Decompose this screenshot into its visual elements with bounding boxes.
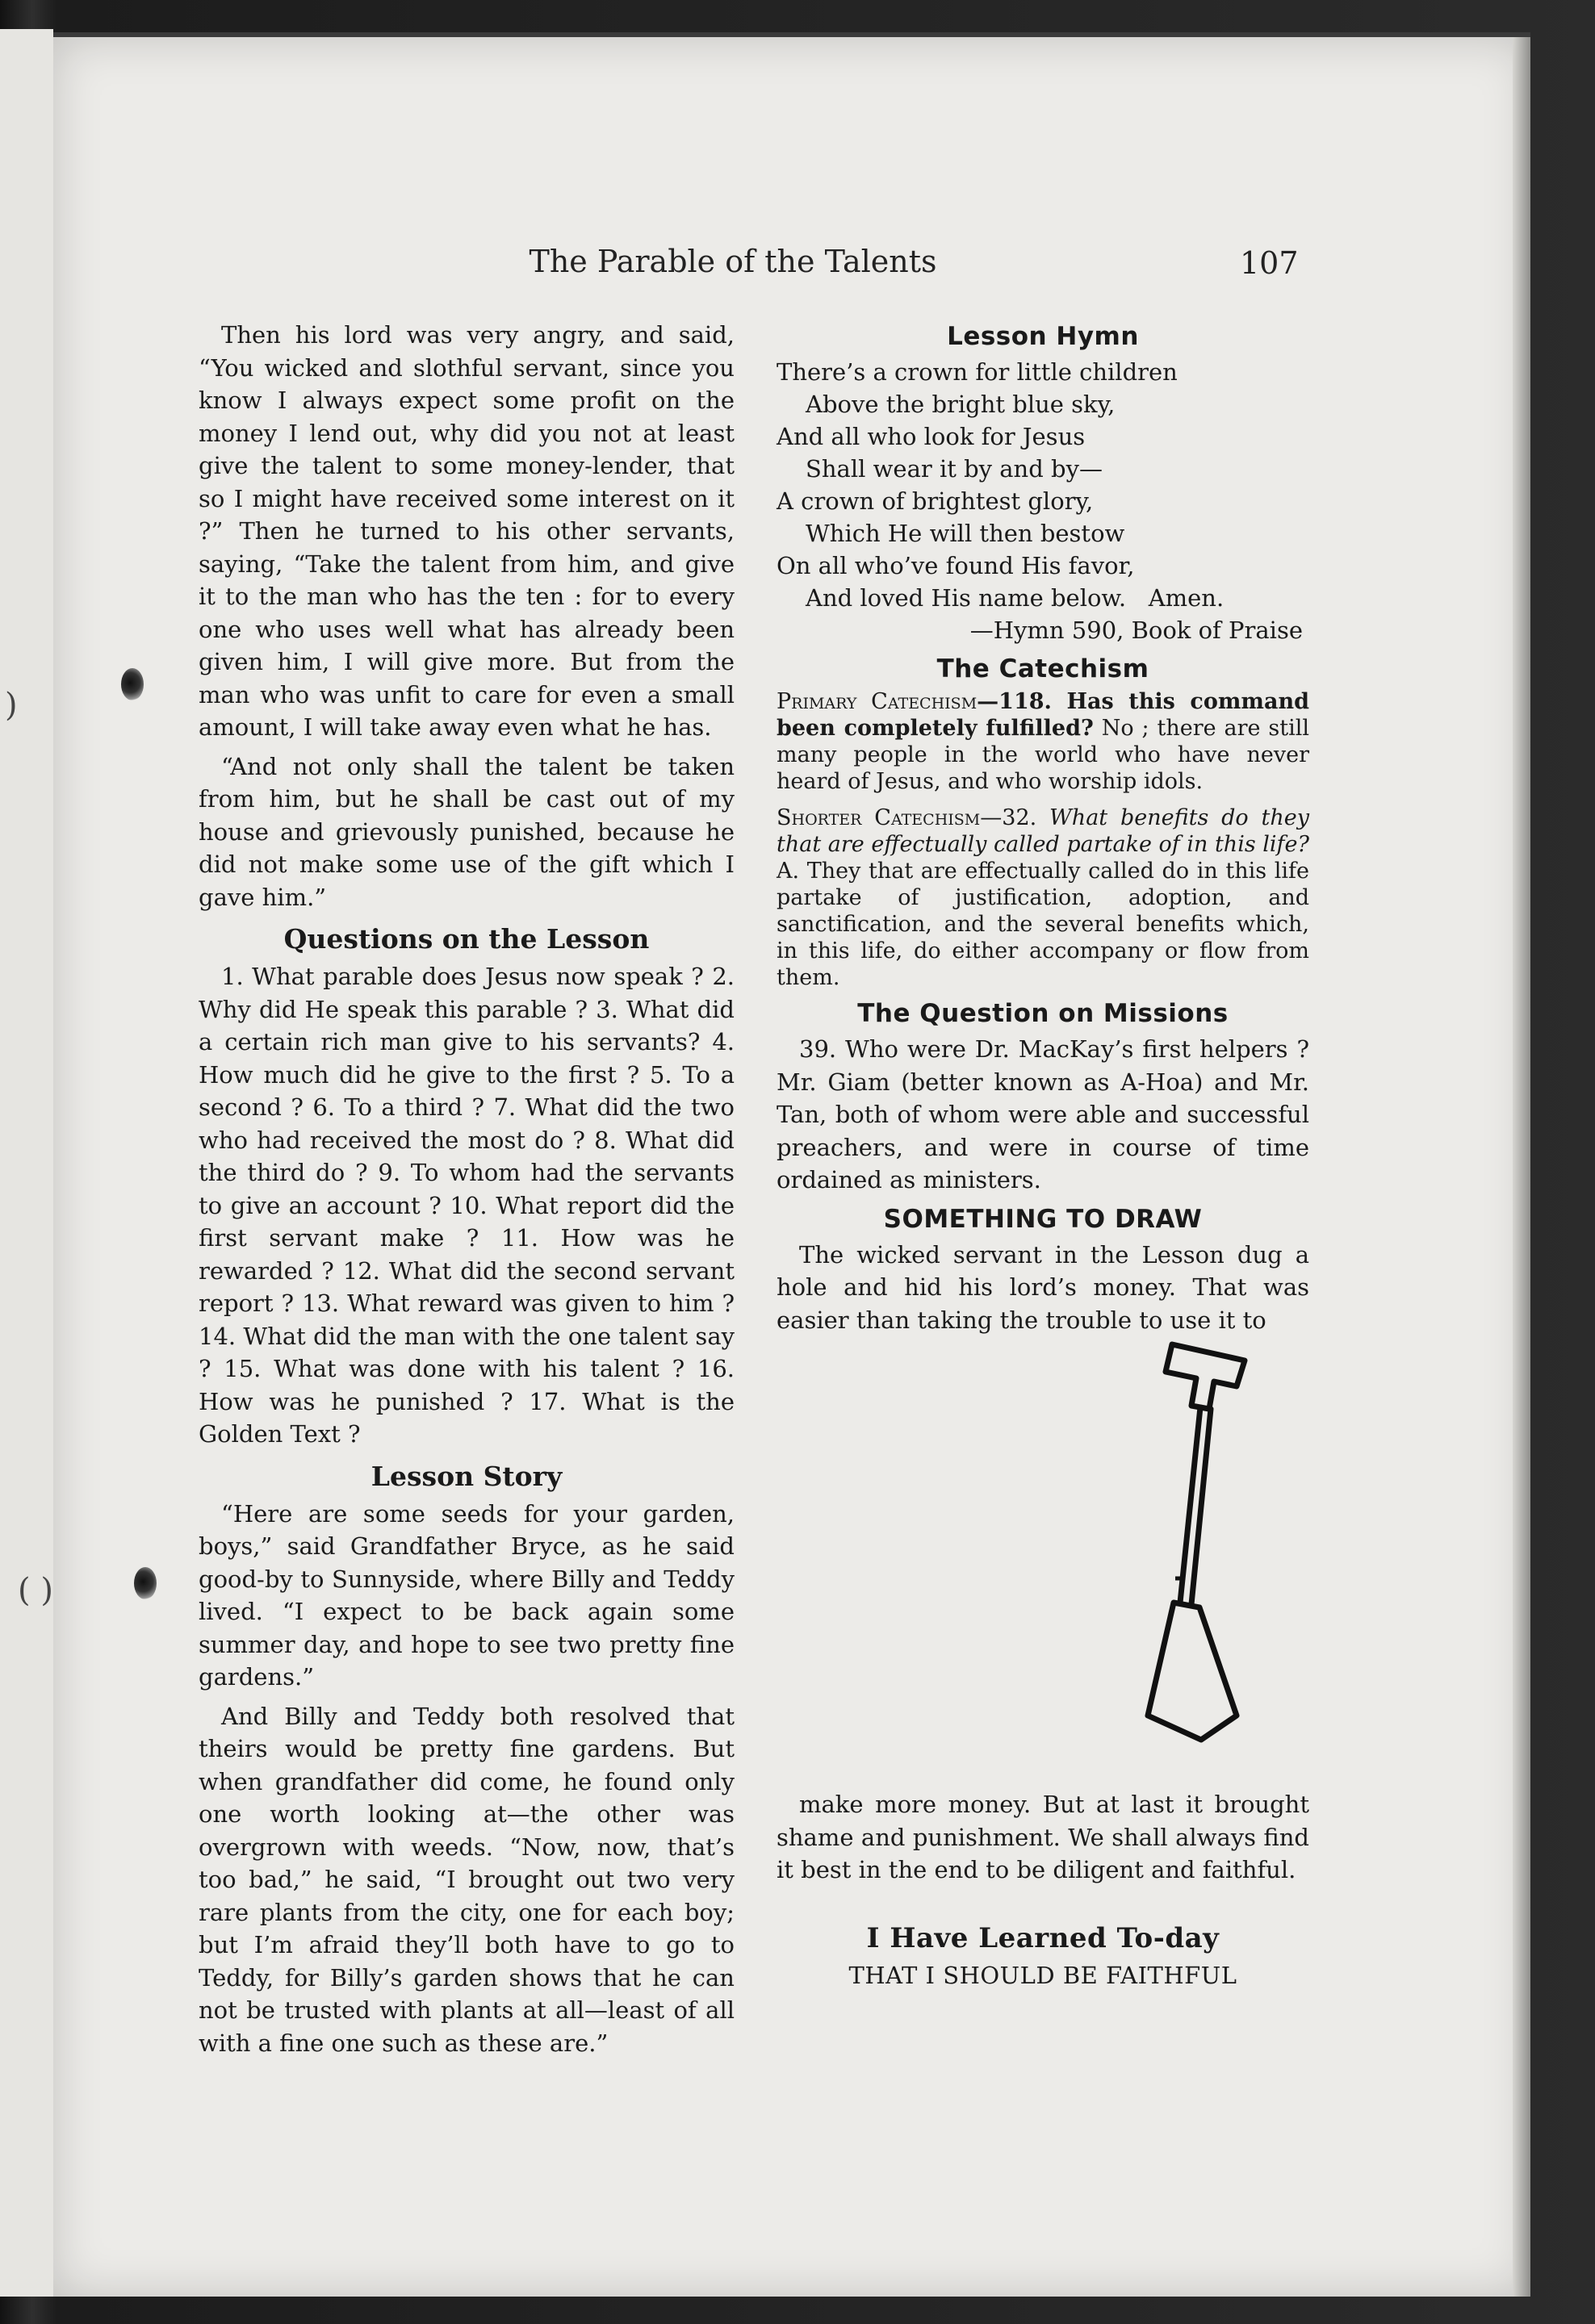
hymn-line: Which He will then bestow bbox=[806, 520, 1125, 547]
primary-catechism-label: Primary Catechism bbox=[777, 689, 978, 714]
lesson-story-paragraph: And Billy and Teddy both resolved that theirs would be pretty fine gardens. But when grandfather did come, he found only one worth looking at—the other was overgrown with weeds. “Now, now, that’s too bad,” he said, “I brought out two very rare plants from the city, one for each boy; but I’m afraid they’ll both have to go to Teddy, for Billy’s garden shows that he can not be trusted with plants at all—least of all with a fine one such as these are.” bbox=[199, 1702, 735, 2057]
primary-catechism-answer: No ; there are still many people in the world who have never heard of Jesus, and who worship idols. bbox=[777, 716, 1309, 794]
page-edge bbox=[1513, 37, 1530, 2297]
draw-text-bottom: make more money. But at last it brought shame and punishment. We shall always find it best in the end to be diligent and faithful. bbox=[777, 1791, 1309, 1883]
left-column bbox=[199, 319, 735, 2059]
shorter-catechism-number: —32. bbox=[980, 805, 1050, 830]
hymn-line: Above the bright blue sky, bbox=[806, 391, 1116, 418]
binding-hole bbox=[121, 668, 144, 700]
catechism-heading: The Catechism bbox=[936, 654, 1149, 683]
learned-text: THAT I SHOULD BE FAITHFUL bbox=[848, 1962, 1237, 1989]
catechism-section bbox=[777, 688, 1309, 991]
questions-text: 1. What parable does Jesus now speak ? 2. Why did He speak this parable ? 3. What did a certain rich man give to his servants? 4. How much did he give to the first ? 5. To a second ? 6. To a third ? 7. What did the two who had received the most do ? 8. What did the third do ? 9. To whom had the servants to give an account ? 10. What report did the first servant make ? 11. How was he rewarded ? 12. What did the second servant report ? 13. What reward was given to him ? 14. What did the man with the one talent say ? 15. What was done with his talent ? 16. How was he punished ? 17. What is the Golden Text ? bbox=[199, 963, 735, 1448]
right-column bbox=[777, 319, 1309, 1992]
missions-text: 39. Who were Dr. MacKay’s first helpers ? Mr. Giam (better known as A-Hoa) and Mr. Tan, both of whom were able and successful preachers, and were in course of time ordained as ministers. bbox=[777, 1035, 1309, 1193]
paren-mark: ( ) bbox=[18, 1572, 53, 1609]
lesson-story-heading: Lesson Story bbox=[370, 1460, 563, 1492]
hymn-line: There’s a crown for little children bbox=[777, 358, 1178, 386]
hymn-source: —Hymn 590, Book of Praise bbox=[969, 617, 1303, 644]
draw-text-top: The wicked servant in the Lesson dug a hole and hid his lord’s money. That was easier than taking the trouble to use it to bbox=[777, 1240, 1309, 1334]
draw-heading: SOMETHING TO DRAW bbox=[883, 1204, 1203, 1234]
hymn-heading: Lesson Hymn bbox=[947, 322, 1139, 351]
hymn-line: Shall wear it by and by— bbox=[806, 455, 1103, 483]
primary-catechism-question: —118. Has this command been completely fulfilled? bbox=[777, 689, 1309, 741]
lesson-story-paragraph: “Here are some seeds for your garden, boys,” said Grandfather Bryce, as he said good-by to Sunnyside, where Billy and Teddy lived. “I expect to be back again some summer day, and hope to see two pretty fine gardens.” bbox=[199, 1499, 735, 1691]
hymn-verse bbox=[777, 356, 1309, 646]
hymn-line: And all who look for Jesus bbox=[777, 423, 1086, 450]
hymn-line: And loved His name below. Amen. bbox=[806, 584, 1225, 612]
learned-heading: I Have Learned To-day bbox=[866, 1921, 1220, 1954]
shorter-catechism-label: Shorter Catechism bbox=[777, 805, 981, 830]
spade-drawing bbox=[1124, 1336, 1293, 1788]
hymn-line: On all who’ve found His favor, bbox=[777, 552, 1135, 579]
running-title: The Parable of the Talents bbox=[529, 244, 937, 279]
spade-icon bbox=[1148, 1344, 1245, 1740]
story-paragraph: “And not only shall the talent be taken from him, but he shall be cast out of my house and grievously punished, because he did not make some use of the gift which I gave him.” bbox=[199, 752, 735, 911]
previous-page-edge bbox=[0, 29, 53, 2297]
primary-catechism bbox=[777, 688, 1309, 795]
shorter-catechism bbox=[777, 805, 1309, 991]
binding-hole bbox=[134, 1567, 157, 1599]
drawing-area bbox=[777, 1336, 1309, 1788]
shorter-catechism-answer: A. They that are effectually called do in this life partake of justification, adoption, and sanctification, and the several benefits which, in this life, do either accompany or flow from them. bbox=[777, 859, 1309, 990]
shorter-catechism-question: What benefits do they that are effectually called partake of in this life? bbox=[777, 805, 1309, 857]
missions-heading: The Question on Missions bbox=[857, 999, 1229, 1028]
paren-mark: ) bbox=[5, 687, 18, 724]
hymn-line: A crown of brightest glory, bbox=[777, 487, 1094, 515]
story-paragraph: Then his lord was very angry, and said, “You wicked and slothful servant, since you know I always expect some profit on the money I lend out, why did you not at least give the talent to some money-lender, that so I might have received some interest on it ?” Then he turned to his other servants, saying, “Take the talent from him, and give it to the man who has the ten : for to every one who uses well what has already been given him, I will give more. But from the man who was unfit to care for even a small amount, I will take away even what he has. bbox=[199, 321, 735, 741]
questions-heading: Questions on the Lesson bbox=[283, 923, 650, 955]
page-number: 107 bbox=[1240, 245, 1299, 281]
